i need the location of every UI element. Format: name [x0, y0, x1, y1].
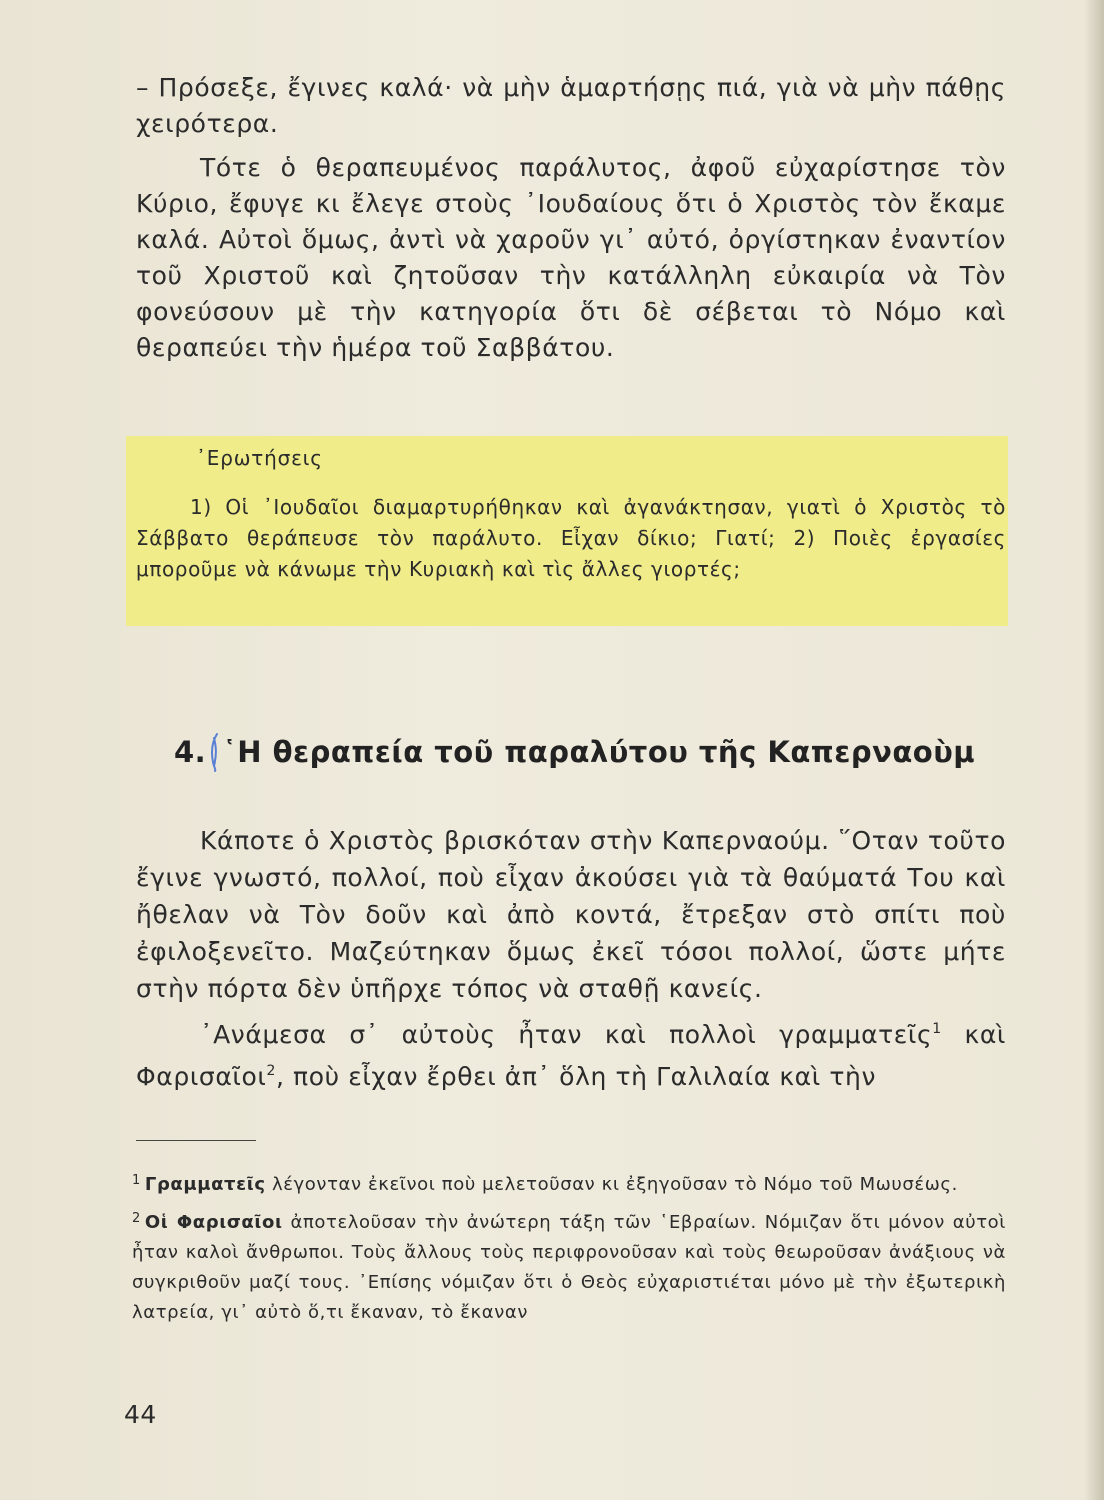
footnote-2-text: ἀποτελοῦσαν τὴν ἀνώτερη τάξη τῶν ῾Εβραίων. Νόμιζαν ὅτι μόνον αὐτοὶ ἦταν καλοὶ ἄνθρωποι. Τοὺς ἄλλους τοὺς περιφρονοῦσαν καὶ τοὺς θεωροῦσαν ἀνάξιους νὰ συγκριθοῦν μαζί τους. ᾽Επίσης νόμιζαν ὅτι ὁ Θεὸς εὐχαριστιέται μόνο μὲ τὴν ἐξωτερικὴ λατρεία, γι᾽ αὐτὸ ὅ,τι ἔκαναν, τὸ ἔκαναν: [132, 1212, 1006, 1323]
footnote-1-term: Γραμματεῖς: [144, 1174, 266, 1195]
story-text: [136, 822, 1006, 1095]
page-number: 44: [124, 1400, 157, 1429]
footnote-2-number: 2: [132, 1211, 141, 1226]
footnote-1-text: λέγονταν ἐκεῖνοι ποὺ μελετοῦσαν κι ἐξηγοῦσαν τὸ Νόμο τοῦ Μωυσέως.: [265, 1174, 958, 1195]
section-number: 4.: [174, 735, 207, 769]
intro-text: [136, 70, 1006, 366]
footnote-1: [132, 1166, 1006, 1200]
footnote-2: [132, 1204, 1006, 1328]
footnote-ref-1: 1: [932, 1021, 942, 1037]
questions-body: 1) Οἱ ᾽Ιουδαῖοι διαμαρτυρήθηκαν καὶ ἀγανάκτησαν, γιατὶ ὁ Χριστὸς τὸ Σάββατο θεράπευσε τὸν παράλυτο. Εἶχαν δίκιο; Γιατί; 2) Ποιὲς ἐργασίες μποροῦμε νὰ κάνωμε τὴν Κυριακὴ καὶ τὶς ἄλλες γιορτές;: [136, 495, 1006, 581]
story-paragraph-2: [136, 1011, 1006, 1095]
warning-paragraph: – Πρόσεξε, ἔγινες καλά· νὰ μὴν ἁμαρτήσῃς πιά, γιὰ νὰ μὴν πάθῃς χειρότερα.: [136, 73, 1006, 138]
section-heading: [174, 732, 975, 772]
footnotes: [132, 1166, 1006, 1332]
questions-text: [136, 492, 1006, 585]
footnote-ref-2: 2: [266, 1063, 276, 1079]
footnote-divider: [136, 1140, 256, 1141]
footnote-2-term: Οἱ Φαρισαῖοι: [144, 1212, 283, 1233]
intro-paragraph: Τότε ὁ θεραπευμένος παράλυτος, ἀφοῦ εὐχαρίστησε τὸν Κύριο, ἔφυγε κι ἔλεγε στοὺς ᾽Ιουδαίους ὅτι ὁ Χριστὸς τὸν ἔκαμε καλά. Αὐτοὶ ὅμως, ἀντὶ νὰ χαροῦν γι᾽ αὐτό, ὀργίστηκαν ἐναντίον τοῦ Χριστοῦ καὶ ζητοῦσαν τὴν κατάλληλη εὐκαιρία νὰ Τὸν φονεύσουν μὲ τὴν κατηγορία ὅτι δὲ σέβεται τὸ Νόμο καὶ θεραπεύει τὴν ἡμέρα τοῦ Σαββάτου.: [136, 153, 1006, 362]
story-paragraph-1: Κάποτε ὁ Χριστὸς βρισκόταν στὴν Καπερναούμ. ῞Οταν τοῦτο ἔγινε γνωστό, πολλοί, ποὺ εἶχαν ἀκούσει γιὰ τὰ θαύματά Του καὶ ἤθελαν νὰ Τὸν δοῦν καὶ ἀπὸ κοντά, ἔτρεξαν στὸ σπίτι ποὺ ἐφιλοξενεῖτο. Μαζεύτηκαν ὅμως ἐκεῖ τόσοι πολλοί, ὥστε μήτε στὴν πόρτα δὲν ὑπῆρχε τόπος νὰ σταθῇ κανείς.: [136, 826, 1006, 1003]
story-paragraph-2-part-c: , ποὺ εἶχαν ἔρθει ἀπ᾽ ὅλη τὴ Γαλιλαία καὶ τὴν: [275, 1062, 877, 1091]
story-paragraph-2-part-a: ᾽Ανάμεσα σ᾽ αὐτοὺς ἦταν καὶ πολλοὶ γραμματεῖς: [200, 1020, 933, 1049]
story-paragraph-2-part-b: καὶ Φαρισαῖοι: [136, 1020, 1006, 1091]
questions-title: ᾽Ερωτήσεις: [196, 446, 323, 470]
page-spine-shadow: [1084, 0, 1104, 1500]
section-title: ῾Η θεραπεία τοῦ παραλύτου τῆς Καπερναοὺμ: [222, 735, 976, 769]
footnote-1-number: 1: [132, 1173, 141, 1188]
pen-mark-icon: [208, 732, 220, 772]
